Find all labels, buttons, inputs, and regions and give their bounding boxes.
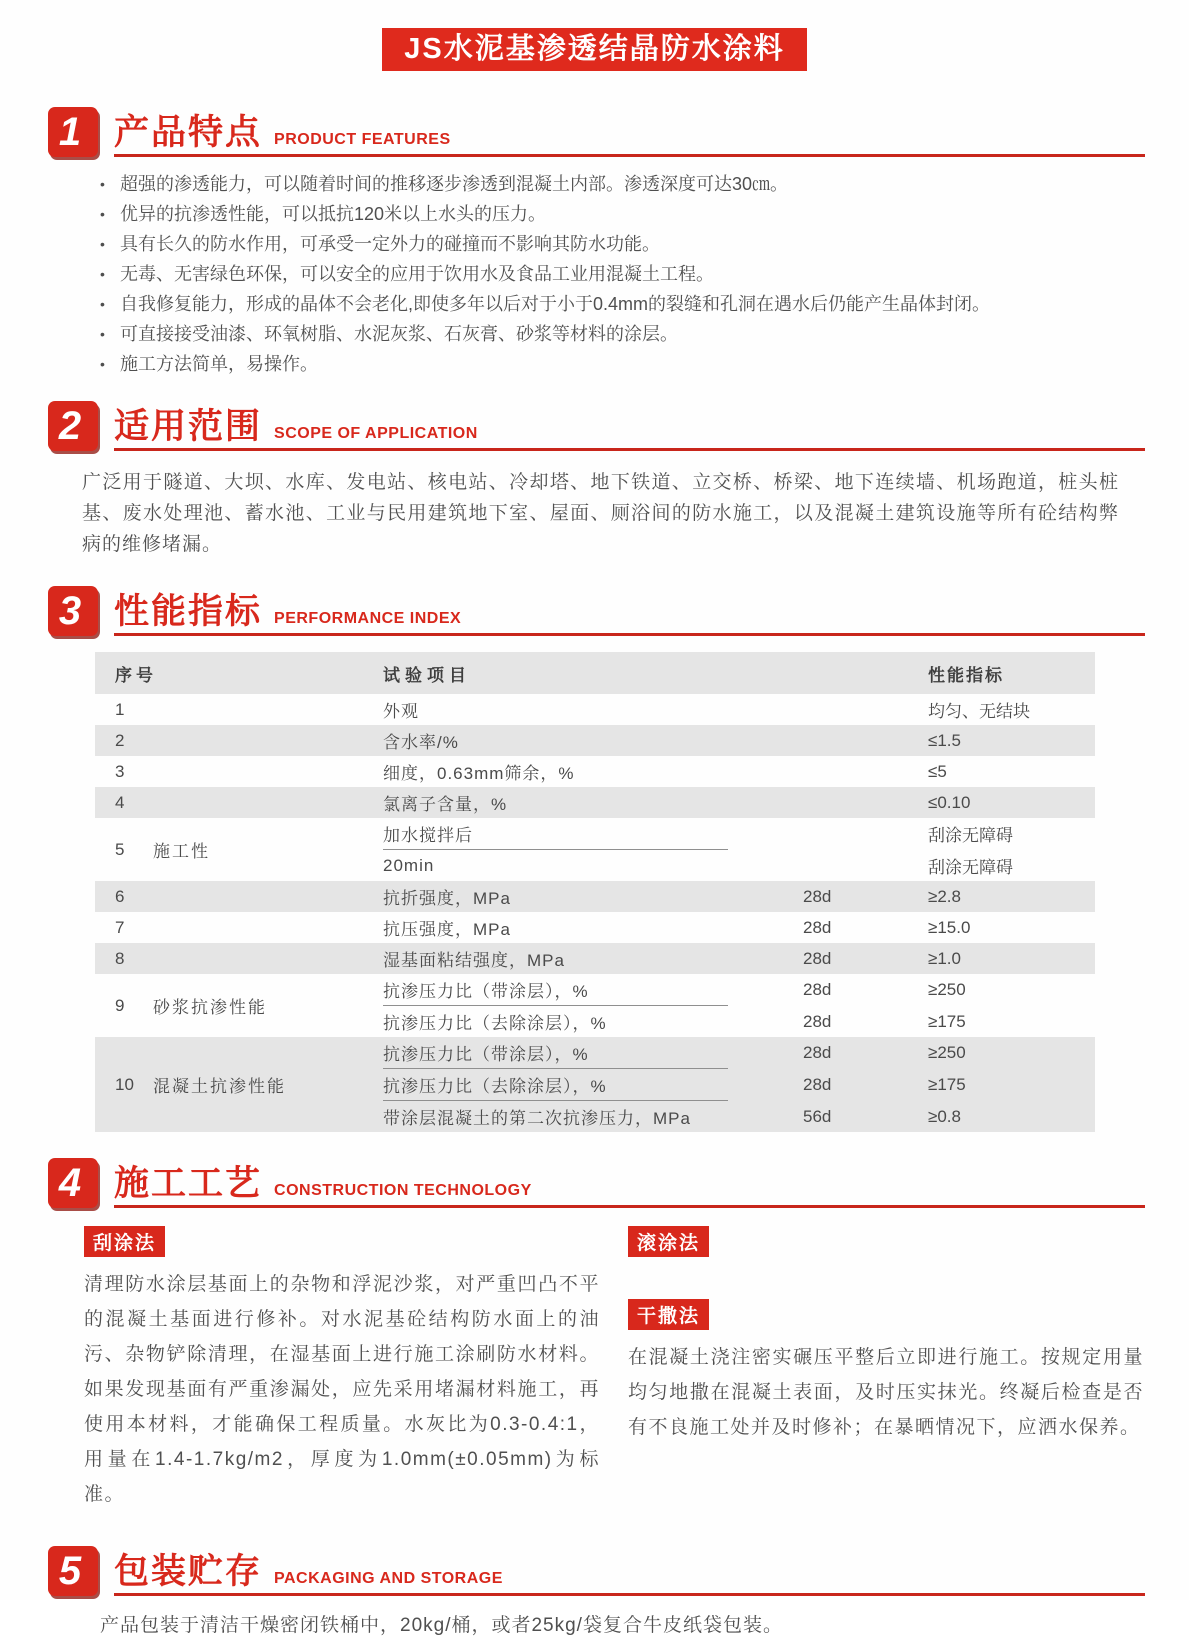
section3-header — [48, 586, 1145, 636]
row-number: 2 — [115, 730, 125, 750]
row-number: 5 — [115, 839, 125, 859]
row-number: 3 — [115, 761, 125, 781]
row-category: 施工性 — [153, 842, 210, 862]
subrow — [383, 787, 1095, 818]
subrow — [383, 818, 1095, 849]
section3-subtitle: PERFORMANCE INDEX — [274, 610, 462, 628]
scrape-coating-column — [84, 1226, 600, 1512]
row-subrows — [383, 818, 1095, 881]
scrape-method-label: 刮涂法 — [84, 1226, 165, 1257]
subrow — [383, 694, 1095, 725]
cell-age: 56d — [803, 1106, 832, 1126]
section5-header — [48, 1546, 1145, 1596]
section1-title: 产品特点 — [114, 113, 263, 153]
cell-val: ≥250 — [928, 1042, 966, 1062]
feature-bullet — [100, 199, 1129, 229]
subrow — [383, 725, 1095, 756]
section2-title-row — [114, 409, 1145, 451]
table-header-row — [95, 652, 1095, 694]
feature-bullet-text: 施工方法简单，易操作。 — [120, 354, 318, 375]
bullet-dot-icon: • — [100, 326, 105, 343]
cell-item: 抗渗压力比（去除涂层），% — [383, 1014, 607, 1034]
row-number: 1 — [115, 699, 125, 719]
feature-bullet-list — [100, 169, 1129, 379]
row-subrows — [383, 943, 1095, 974]
row-subrows — [383, 694, 1095, 725]
row-number: 9 — [115, 995, 125, 1015]
cell-age: 28d — [803, 886, 832, 906]
feature-bullet-text: 自我修复能力，形成的晶体不会老化,即使多年以后对于小于0.4mm的裂缝和孔洞在遇水后仍能产生晶体封闭。 — [120, 294, 991, 315]
subrow — [383, 912, 1095, 943]
bullet-dot-icon: • — [100, 266, 105, 283]
row-number: 7 — [115, 917, 125, 937]
roller-dry-column — [628, 1226, 1144, 1512]
row-number: 10 — [115, 1074, 134, 1094]
bullet-dot-icon: • — [100, 296, 105, 313]
dry-scatter-method-label: 干撒法 — [628, 1299, 709, 1330]
scrape-method-text: 清理防水涂层基面上的杂物和浮泥沙浆，对严重凹凸不平的混凝土基面进行修补。对水泥基砼结构防水面上的油污、杂物铲除清理，在湿基面上进行施工涂刷防水材料。如果发现基面有严重渗漏处，应先采用堵漏材料施工，再使用本材料，才能确保工程质量。水灰比为0.3-0.4:1，用量在1.4-1.7kg/m2，厚度为1.0mm(±0.05mm)为标准。 — [84, 1274, 600, 1506]
row-category: 混凝土抗渗性能 — [153, 1077, 286, 1097]
cell-item: 湿基面粘结强度，MPa — [383, 951, 565, 971]
row-subrows — [383, 787, 1095, 818]
section4-number-badge: 4 — [48, 1158, 98, 1208]
table-row — [95, 974, 1095, 1037]
section1-number-badge: 1 — [48, 107, 98, 157]
section3-number-badge: 3 — [48, 586, 98, 636]
cell-age: 28d — [803, 1011, 832, 1031]
row-subrows — [383, 1037, 1095, 1132]
feature-bullet — [100, 319, 1129, 349]
cell-val: ≥0.8 — [928, 1106, 961, 1126]
table-row — [95, 943, 1095, 974]
header-index: 性能指标 — [928, 665, 1004, 685]
table-row — [95, 1037, 1095, 1132]
section4-title: 施工工艺 — [114, 1164, 263, 1204]
table-row — [95, 912, 1095, 943]
construction-columns — [84, 1226, 1144, 1512]
subrow — [383, 1069, 1095, 1100]
table-row — [95, 787, 1095, 818]
table-row — [95, 818, 1095, 881]
feature-bullet-text: 无毒、无害绿色环保，可以安全的应用于饮用水及食品工业用混凝土工程。 — [120, 264, 714, 285]
subrow — [383, 850, 1095, 881]
scope-paragraph: 广泛用于隧道、大坝、水库、发电站、核电站、冷却塔、地下铁道、立交桥、桥梁、地下连续墙、机场跑道，桩头桩基、废水处理池、蓄水池、工业与民用建筑地下室、屋面、厕浴间的防水施工，以及混凝土建筑设施等所有砼结构弊病的维修堵漏。 — [82, 472, 1119, 556]
table-row — [95, 725, 1095, 756]
subrow — [383, 1101, 1095, 1132]
row-subrows — [383, 881, 1095, 912]
cell-val: ≥175 — [928, 1011, 966, 1031]
header-no: 序号 — [115, 665, 157, 685]
bullet-dot-icon: • — [100, 236, 105, 253]
cell-item: 外观 — [383, 702, 419, 722]
row-number: 4 — [115, 792, 125, 812]
feature-bullet — [100, 169, 1129, 199]
section2-number-badge: 2 — [48, 401, 98, 451]
cell-val: ≥250 — [928, 979, 966, 999]
table-row — [95, 756, 1095, 787]
row-subrows — [383, 912, 1095, 943]
feature-bullet — [100, 349, 1129, 379]
cell-age: 28d — [803, 948, 832, 968]
subrow — [383, 974, 1095, 1005]
cell-item: 带涂层混凝土的第二次抗渗压力，MPa — [383, 1109, 691, 1129]
table-row — [95, 881, 1095, 912]
dry-scatter-method-text: 在混凝土浇注密实碾压平整后立即进行施工。按规定用量均匀地撒在混凝土表面，及时压实抹光。终凝后检查是否有不良施工处并及时修补；在暴晒情况下，应洒水保养。 — [628, 1347, 1144, 1439]
page-title: JS水泥基渗透结晶防水涂料 — [382, 28, 806, 71]
cell-val: ≥1.0 — [928, 948, 961, 968]
subrow — [383, 943, 1095, 974]
cell-item: 细度，0.63mm筛余，% — [383, 764, 575, 784]
section3-title-row — [114, 594, 1145, 636]
roller-method-label: 滚涂法 — [628, 1226, 709, 1257]
cell-age: 28d — [803, 1042, 832, 1062]
cell-item: 抗折强度，MPa — [383, 889, 511, 909]
row-category — [153, 881, 383, 912]
row-category — [153, 912, 383, 943]
cell-age: 28d — [803, 1074, 832, 1094]
row-category — [153, 787, 383, 818]
feature-bullet — [100, 259, 1129, 289]
subrow — [383, 1037, 1095, 1068]
section3-title: 性能指标 — [114, 592, 263, 632]
table-row — [95, 694, 1095, 725]
cell-item: 抗渗压力比（带涂层），% — [383, 982, 589, 1002]
section2-header — [48, 401, 1145, 451]
cell-item: 抗渗压力比（去除涂层），% — [383, 1077, 607, 1097]
section5-title: 包装贮存 — [114, 1552, 263, 1592]
cell-item: 含水率/% — [383, 733, 459, 753]
section2-subtitle: SCOPE OF APPLICATION — [274, 425, 478, 443]
table-body — [95, 694, 1095, 1132]
cell-val: 刮涂无障碍 — [928, 858, 1013, 878]
row-number: 6 — [115, 886, 125, 906]
section4-header — [48, 1158, 1145, 1208]
packaging-paragraph: 产品包装于清洁干燥密闭铁桶中，20kg/桶，或者25kg/袋复合牛皮纸袋包装。 — [100, 1615, 783, 1637]
feature-bullet — [100, 289, 1129, 319]
cell-item: 20min — [383, 855, 435, 875]
section5-subtitle: PACKAGING AND STORAGE — [274, 1570, 503, 1588]
cell-val: 均匀、无结块 — [928, 702, 1030, 722]
cell-item: 氯离子含量，% — [383, 795, 508, 815]
section1-title-row — [114, 115, 1145, 157]
cell-val: ≤5 — [928, 761, 947, 781]
row-subrows — [383, 974, 1095, 1037]
subrow — [383, 756, 1095, 787]
section2-title: 适用范围 — [114, 407, 263, 447]
row-category — [153, 943, 383, 974]
cell-val: ≥15.0 — [928, 917, 971, 937]
bullet-dot-icon: • — [100, 206, 105, 223]
section1-subtitle: PRODUCT FEATURES — [274, 131, 451, 149]
row-subrows — [383, 725, 1095, 756]
row-category — [153, 756, 383, 787]
performance-table — [95, 652, 1095, 1132]
section5-title-row — [114, 1554, 1145, 1596]
feature-bullet — [100, 229, 1129, 259]
cell-age: 28d — [803, 917, 832, 937]
row-subrows — [383, 756, 1095, 787]
header-item: 试验项目 — [383, 665, 471, 685]
cell-item: 抗渗压力比（带涂层），% — [383, 1045, 589, 1065]
cell-val: ≥175 — [928, 1074, 966, 1094]
cell-item: 抗压强度，MPa — [383, 920, 511, 940]
subrow — [383, 881, 1095, 912]
feature-bullet-text: 具有长久的防水作用，可承受一定外力的碰撞而不影响其防水功能。 — [120, 234, 660, 255]
feature-bullet-text: 超强的渗透能力，可以随着时间的推移逐步渗透到混凝土内部。渗透深度可达30㎝。 — [120, 174, 789, 195]
cell-age: 28d — [803, 979, 832, 999]
cell-item: 加水搅拌后 — [383, 826, 473, 846]
cell-val: ≤1.5 — [928, 730, 961, 750]
cell-val: 刮涂无障碍 — [928, 826, 1013, 846]
section4-title-row — [114, 1166, 1145, 1208]
section4-subtitle: CONSTRUCTION TECHNOLOGY — [274, 1182, 532, 1200]
cell-val: ≤0.10 — [928, 792, 971, 812]
bullet-dot-icon: • — [100, 176, 105, 193]
row-number: 8 — [115, 948, 125, 968]
feature-bullet-text: 优异的抗渗透性能，可以抵抗120米以上水头的压力。 — [120, 204, 547, 225]
bullet-dot-icon: • — [100, 356, 105, 373]
subrow — [383, 1006, 1095, 1037]
section1-header — [48, 107, 1145, 157]
feature-bullet-text: 可直接接受油漆、环氧树脂、水泥灰浆、石灰膏、砂浆等材料的涂层。 — [120, 324, 678, 345]
cell-val: ≥2.8 — [928, 886, 961, 906]
section5-number-badge: 5 — [48, 1546, 98, 1596]
title-banner-wrap — [0, 0, 1189, 71]
row-category: 砂浆抗渗性能 — [153, 998, 267, 1018]
row-category — [153, 725, 383, 756]
row-category — [153, 694, 383, 725]
